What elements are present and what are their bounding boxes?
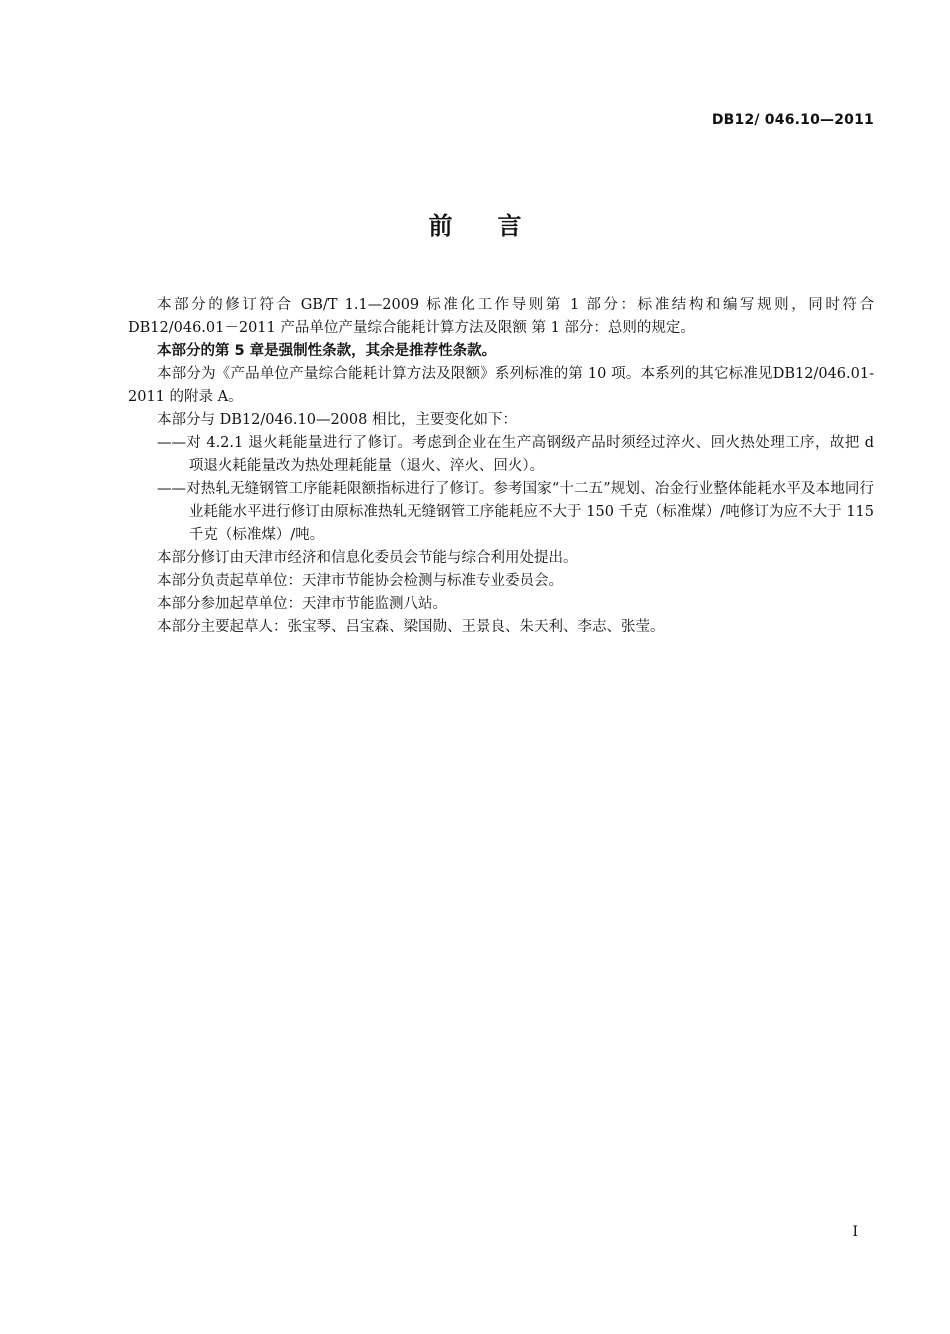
- list-item-change-quota: ——对热轧无缝钢管工序能耗限额指标进行了修订。参考国家“十二五”规划、冶金行业整体能耗水平及本地同行业耗能水平进行修订由原标准热轧无缝钢管工序能耗应不大于 150 千克（标准煤）/吨修订为应不大于 115 千克（标准煤）/吨。: [157, 481, 874, 543]
- paragraph-compliance: 本部分的修订符合 GB/T 1.1—2009 标准化工作导则第 1 部分：标准结构和编写规则，同时符合DB12/046.01－2011 产品单位产量综合能耗计算方法及限额 第 1 部分：总则的规定。: [128, 297, 874, 336]
- foreword-body: [128, 294, 874, 639]
- paragraph-changes-intro: 本部分与 DB12/046.10—2008 相比，主要变化如下：: [157, 412, 517, 428]
- paragraph-series: 本部分为《产品单位产量综合能耗计算方法及限额》系列标准的第 10 项。本系列的其它标准见DB12/046.01-2011 的附录 A。: [128, 366, 874, 405]
- document-code: DB12/ 046.10—2011: [711, 112, 874, 128]
- page-number: I: [852, 1224, 858, 1240]
- paragraph-lead-drafter: 本部分负责起草单位：天津市节能协会检测与标准专业委员会。: [157, 573, 563, 589]
- paragraph-proposer: 本部分修订由天津市经济和信息化委员会节能与综合利用处提出。: [157, 550, 578, 566]
- list-item-change-annealing: ——对 4.2.1 退火耗能量进行了修订。考虑到企业在生产高钢级产品时须经过淬火、回火热处理工序，故把 d 项退火耗能量改为热处理耗能量（退火、淬火、回火）。: [157, 435, 874, 474]
- page-title: 前言: [428, 212, 567, 240]
- paragraph-participating-drafter: 本部分参加起草单位：天津市节能监测八站。: [157, 596, 447, 612]
- paragraph-mandatory-clause: 本部分的第 5 章是强制性条款，其余是推荐性条款。: [157, 343, 497, 359]
- paragraph-main-drafters: 本部分主要起草人：张宝琴、吕宝森、梁国勋、王景良、朱天利、李志、张莹。: [157, 619, 665, 635]
